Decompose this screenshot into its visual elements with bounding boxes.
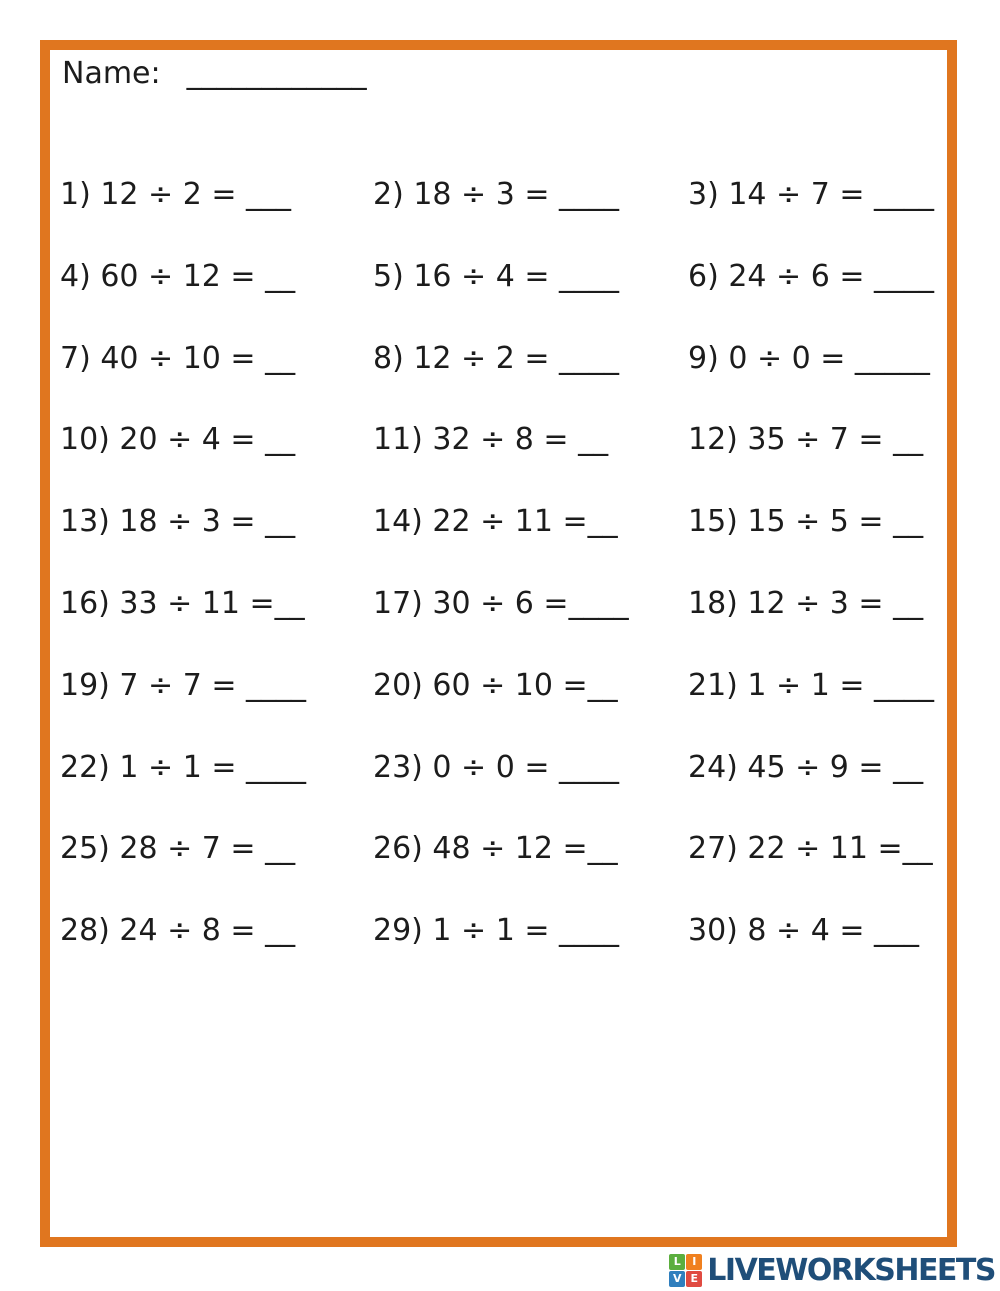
answer-blank[interactable]: __ [274, 585, 305, 621]
answer-blank[interactable]: __ [883, 422, 924, 458]
answer-blank[interactable]: __ [255, 831, 296, 867]
problem-item [688, 340, 950, 422]
answer-blank[interactable]: _____ [845, 340, 930, 376]
problem-label: 1) 12 ÷ 2 = [60, 177, 237, 212]
problem-item [688, 503, 950, 585]
answer-blank[interactable]: __ [883, 749, 924, 785]
answer-blank[interactable]: ____ [549, 749, 620, 785]
answer-blank[interactable]: ____ [236, 749, 307, 785]
problem-item [373, 340, 688, 422]
answer-blank[interactable]: __ [902, 831, 933, 867]
answer-blank[interactable]: __ [255, 504, 296, 540]
liveworksheets-logo [669, 1251, 995, 1289]
name-label: Name: [62, 56, 161, 91]
problem-label: 9) 0 ÷ 0 = [688, 340, 846, 376]
logo-tile-i: I [686, 1254, 702, 1270]
name-blank[interactable]: ____________ [186, 56, 367, 91]
problem-item [373, 912, 688, 994]
problem-item [373, 258, 688, 340]
problem-label: 7) 40 ÷ 10 = [60, 340, 256, 376]
problem-label: 18) 12 ÷ 3 = [688, 585, 884, 621]
answer-blank[interactable]: __ [883, 585, 924, 621]
problem-label: 3) 14 ÷ 7 = [688, 177, 865, 212]
problem-label: 4) 60 ÷ 12 = [60, 258, 256, 294]
problem-label: 17) 30 ÷ 6 = [373, 585, 569, 621]
answer-blank[interactable]: ____ [549, 913, 620, 949]
problem-item [688, 667, 950, 749]
problem-item [373, 749, 688, 831]
problem-label: 5) 16 ÷ 4 = [373, 258, 550, 294]
problem-label: 20) 60 ÷ 10 = [373, 667, 588, 703]
problem-label: 22) 1 ÷ 1 = [60, 749, 237, 785]
answer-blank[interactable]: __ [587, 504, 618, 540]
answer-blank[interactable]: ____ [864, 667, 935, 703]
problem-label: 16) 33 ÷ 11 = [60, 585, 275, 621]
logo-tile-e: E [686, 1271, 702, 1287]
name-row [62, 56, 367, 91]
problem-label: 2) 18 ÷ 3 = [373, 177, 550, 212]
liveworksheets-icon [669, 1254, 702, 1287]
problem-item [60, 340, 373, 422]
problem-item [60, 749, 373, 831]
answer-blank[interactable]: __ [587, 831, 618, 867]
problem-label: 12) 35 ÷ 7 = [688, 422, 884, 458]
answer-blank[interactable]: ____ [549, 258, 620, 294]
problem-label: 29) 1 ÷ 1 = [373, 913, 550, 949]
problem-item [60, 503, 373, 585]
problem-label: 11) 32 ÷ 8 = [373, 422, 569, 458]
problem-item [688, 176, 950, 258]
answer-blank[interactable]: ___ [864, 913, 920, 949]
problem-label: 21) 1 ÷ 1 = [688, 667, 865, 703]
problem-label: 27) 22 ÷ 11 = [688, 831, 903, 867]
answer-blank[interactable]: __ [568, 422, 609, 458]
problem-label: 30) 8 ÷ 4 = [688, 913, 865, 949]
problem-label: 8) 12 ÷ 2 = [373, 340, 550, 376]
problem-label: 28) 24 ÷ 8 = [60, 913, 256, 949]
problem-label: 23) 0 ÷ 0 = [373, 749, 550, 785]
problem-item [688, 585, 950, 667]
problem-item [373, 830, 688, 912]
problem-item [60, 830, 373, 912]
problem-label: 19) 7 ÷ 7 = [60, 667, 237, 703]
problem-label: 25) 28 ÷ 7 = [60, 831, 256, 867]
answer-blank[interactable]: ____ [549, 340, 620, 376]
answer-blank[interactable]: __ [883, 504, 924, 540]
problem-item [60, 585, 373, 667]
answer-blank[interactable]: ____ [568, 585, 629, 621]
answer-blank[interactable]: __ [255, 422, 296, 458]
logo-tile-l: L [669, 1254, 685, 1270]
problem-label: 26) 48 ÷ 12 = [373, 831, 588, 867]
answer-blank[interactable]: ____ [864, 177, 935, 212]
problem-item [688, 749, 950, 831]
problem-item [373, 421, 688, 503]
answer-blank[interactable]: __ [587, 667, 618, 703]
problem-item [688, 421, 950, 503]
liveworksheets-wordmark: LIVEWORKSHEETS [707, 1252, 995, 1288]
problem-item [688, 912, 950, 994]
problem-label: 10) 20 ÷ 4 = [60, 422, 256, 458]
problem-item [60, 176, 373, 258]
problem-item [688, 258, 950, 340]
problem-item [373, 176, 688, 258]
problem-item [60, 258, 373, 340]
problem-label: 15) 15 ÷ 5 = [688, 504, 884, 540]
problems-grid [60, 176, 950, 994]
answer-blank[interactable]: ____ [864, 258, 935, 294]
problem-item [373, 585, 688, 667]
problem-item [60, 421, 373, 503]
answer-blank[interactable]: ____ [236, 667, 307, 703]
problem-item [373, 503, 688, 585]
answer-blank[interactable]: __ [255, 258, 296, 294]
problem-item [373, 667, 688, 749]
logo-tile-v: V [669, 1271, 685, 1287]
problem-label: 6) 24 ÷ 6 = [688, 258, 865, 294]
problem-item [60, 912, 373, 994]
problem-label: 14) 22 ÷ 11 = [373, 504, 588, 540]
answer-blank[interactable]: __ [255, 340, 296, 376]
answer-blank[interactable]: ____ [549, 177, 620, 212]
problem-label: 13) 18 ÷ 3 = [60, 504, 256, 540]
problem-item [688, 830, 950, 912]
problem-item [60, 667, 373, 749]
answer-blank[interactable]: __ [255, 913, 296, 949]
problem-label: 24) 45 ÷ 9 = [688, 749, 884, 785]
answer-blank[interactable]: ___ [236, 177, 292, 212]
